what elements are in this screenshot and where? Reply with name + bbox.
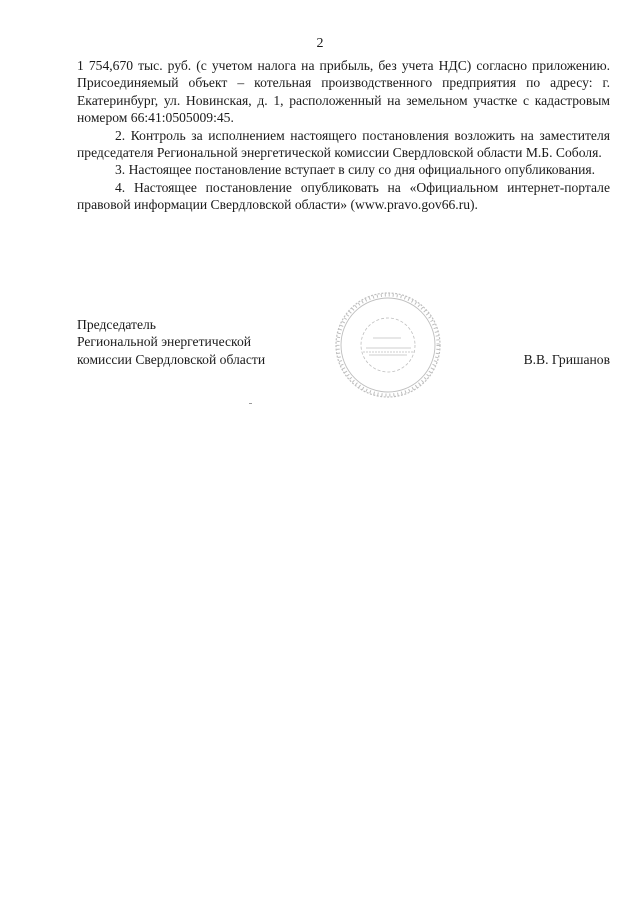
signer-name: В.В. Гришанов [523,352,610,367]
document-body [77,57,610,214]
paragraph-item-3: 3. Настоящее постановление вступает в силу со дня официального опубликования. [115,162,596,178]
page-number: 2 [316,36,324,51]
signer-title-line: комиссии Свердловской области [77,351,266,367]
scan-artifact [249,403,252,404]
paragraph-continuation: 1 754,670 тыс. руб. (с учетом налога на прибыль, без учета НДС) согласно приложению. Присоединяемый объект – котельная производственного предприятия по адресу: г. Екатеринбург, ул. Новинская, д. 1, расположенный на земельном участке с кадастровым номером 66:41:0505009:45. [77,58,610,126]
official-seal-stamp [333,290,443,400]
signer-title-line: Региональной энергетической [77,334,252,350]
signer-title-line: Председатель [77,317,156,332]
signer-title [77,316,265,368]
paragraph-item-4: 4. Настоящее постановление опубликовать на «Официальном интернет-портале правовой информации Свердловской области» (www.pravo.gov66.ru). [77,179,610,213]
paragraph-item-2: 2. Контроль за исполнением настоящего постановления возложить на заместителя председателя Региональной энергетической комиссии Свердловской области М.Б. Соболя. [77,127,610,161]
